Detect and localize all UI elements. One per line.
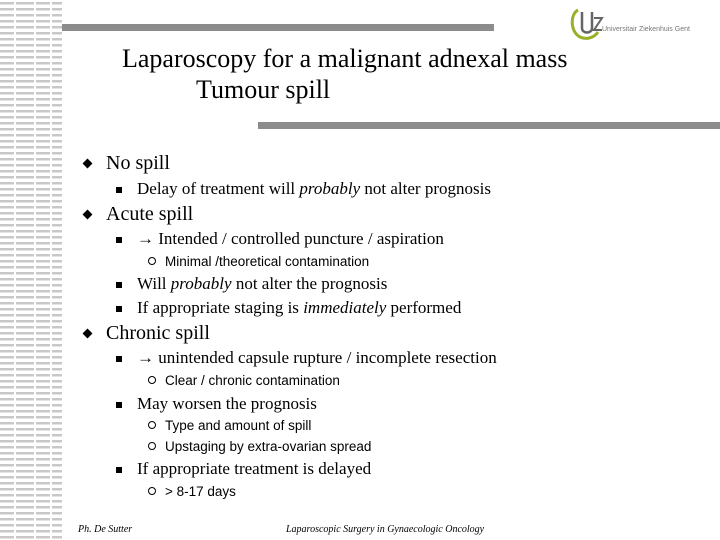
heading-no-spill: No spill: [106, 152, 170, 174]
footer-author: Ph. De Sutter: [78, 524, 133, 535]
acute-spill-item-intended: → Intended / controlled puncture / aspiration: [137, 229, 444, 248]
circle-bullet-icon: [148, 421, 156, 429]
chronic-spill-item-delayed: If appropriate treatment is delayed: [137, 459, 372, 478]
arrow-right-icon: →: [137, 229, 154, 248]
chronic-spill-sub-type-amount: Type and amount of spill: [165, 418, 312, 433]
title-underline-bar: [258, 122, 720, 129]
logo-emblem-icon: [568, 4, 608, 44]
heading-acute-spill: Acute spill: [106, 203, 194, 225]
diamond-bullet-icon: [83, 210, 93, 220]
chronic-spill-sub-contamination: Clear / chronic contamination: [165, 373, 340, 388]
top-divider-bar: [62, 24, 494, 31]
no-spill-item-prognosis: Delay of treatment will probably not alter prognosis: [137, 179, 491, 198]
square-bullet-icon: [116, 356, 122, 362]
square-bullet-icon: [116, 282, 122, 288]
heading-chronic-spill: Chronic spill: [106, 322, 210, 344]
chronic-spill-sub-days: > 8-17 days: [165, 484, 236, 499]
acute-spill-sub-contamination: Minimal /theoretical contamination: [165, 254, 370, 269]
chronic-spill-item-unintended: → unintended capsule rupture / incomplete resection: [137, 348, 497, 367]
acute-spill-item-staging: If appropriate staging is immediately performed: [137, 298, 462, 317]
square-bullet-icon: [116, 306, 122, 312]
diamond-bullet-icon: [83, 329, 93, 339]
chronic-spill-item-worsen: May worsen the prognosis: [137, 394, 317, 413]
chronic-spill-sub-upstaging: Upstaging by extra-ovarian spread: [165, 439, 372, 454]
footer-course: Laparoscopic Surgery in Gynaecologic Oncology: [286, 524, 485, 535]
circle-bullet-icon: [148, 376, 156, 384]
decorative-stripes: [0, 0, 62, 540]
logo-text: Universitair Ziekenhuis Gent: [602, 26, 690, 33]
acute-spill-item-prognosis: Will probably not alter the prognosis: [137, 274, 388, 293]
arrow-right-icon: →: [137, 348, 154, 367]
square-bullet-icon: [116, 467, 122, 473]
slide-title: Laparoscopy for a malignant adnexal mass: [122, 44, 568, 73]
university-logo: [568, 4, 708, 44]
circle-bullet-icon: [148, 487, 156, 495]
circle-bullet-icon: [148, 442, 156, 450]
circle-bullet-icon: [148, 257, 156, 265]
slide-subtitle: Tumour spill: [196, 75, 331, 104]
square-bullet-icon: [116, 237, 122, 243]
square-bullet-icon: [116, 402, 122, 408]
diamond-bullet-icon: [83, 159, 93, 169]
square-bullet-icon: [116, 187, 122, 193]
